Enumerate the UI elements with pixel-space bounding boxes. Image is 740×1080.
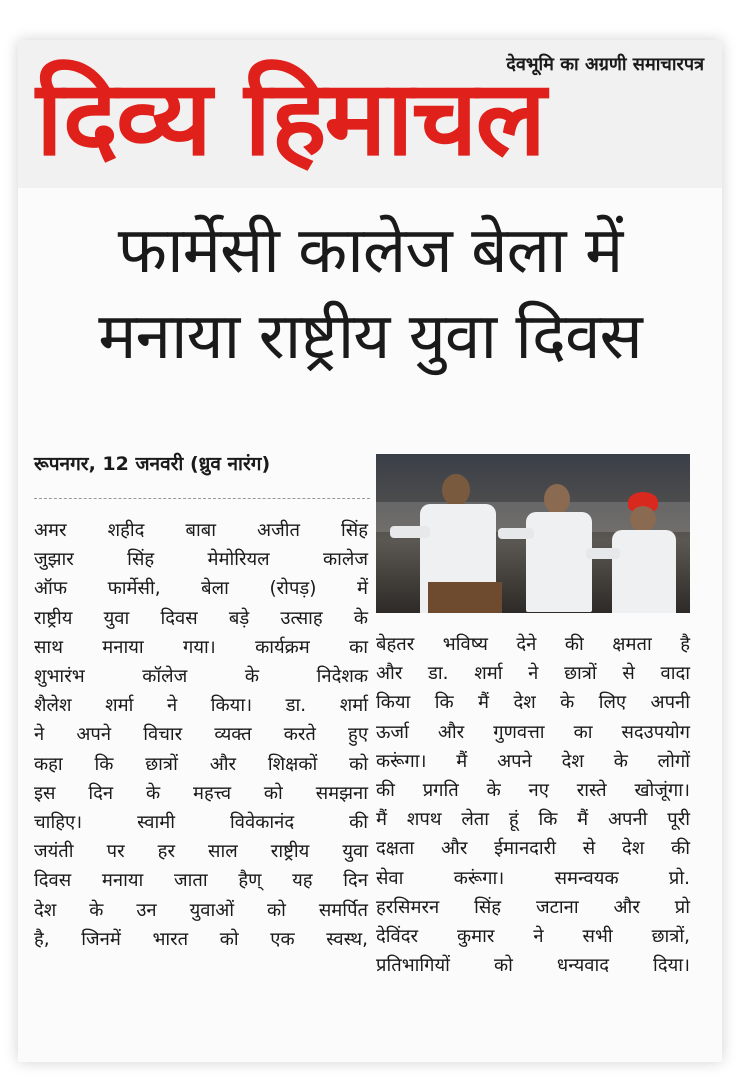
article-line: साथ मनाया गया। कार्यक्रम का — [34, 636, 368, 658]
article-photo — [376, 454, 690, 613]
article-line: शैलेश शर्मा ने किया। डा. शर्मा — [34, 695, 368, 717]
article-line: ऑफ फार्मेसी, बेला (रोपड़) में — [34, 578, 368, 600]
article-line: ऊर्जा और गुणवत्ता का सदउपयोग — [376, 721, 690, 743]
article-line: देविंदर कुमार ने सभी छात्रों, — [376, 926, 690, 948]
photo-podium — [428, 582, 502, 613]
article-line: ने अपने विचार व्यक्त करते हुए — [34, 724, 368, 746]
article-line: इस दिन के महत्त्व को समझना — [34, 782, 368, 804]
article-line: अमर शहीद बाबा अजीत सिंह — [34, 520, 368, 541]
article-line: करूंगा। मैं अपने देश के लोगों — [376, 750, 690, 772]
headline-line-2: मनाया राष्ट्रीय युवा दिवस — [98, 300, 642, 374]
article-line: दिवस मनाया जाता हैण् यह दिन — [34, 870, 368, 892]
article-line: कहा कि छात्रों और शिक्षकों को — [34, 753, 368, 775]
article-line: शुभारंभ कॉलेज के निदेशक — [34, 666, 368, 688]
article-line: की प्रगति के नए रास्ते खोजूंगा। — [376, 780, 690, 802]
headline-line-1: फार्मेसी कालेज बेला में — [117, 214, 623, 288]
article-column-left — [34, 516, 368, 954]
masthead-tagline: देवभूमि का अग्रणी समाचारपत्र — [506, 54, 704, 75]
article-column-right — [376, 630, 690, 980]
article-line: किया कि मैं देश के लिए अपनी — [376, 692, 690, 714]
article-line: हरसिमरन सिंह जटाना और प्रो — [376, 896, 690, 918]
article-line: राष्ट्रीय युवा दिवस बड़े उत्साह के — [34, 607, 368, 629]
article-line: जुझार सिंह मेमोरियल कालेज — [34, 549, 368, 571]
article-byline: रूपनगर, 12 जनवरी (ध्रुव नारंग) — [34, 453, 271, 475]
article-line: दक्षता और ईमानदारी से देश की — [376, 838, 690, 860]
article-line: चाहिए। स्वामी विवेकानंद की — [34, 812, 368, 834]
masthead — [18, 40, 722, 188]
newspaper-clipping — [18, 40, 722, 1062]
article-line: प्रतिभागियों को धन्यवाद दिया। — [376, 955, 690, 977]
article-line: मैं शपथ लेता हूं कि मैं अपनी पूरी — [376, 809, 690, 831]
article-line: है, जिनमें भारत को एक स्वस्थ, — [34, 928, 368, 950]
article-line: देश के उन युवाओं को समर्पित — [34, 899, 368, 921]
article-line: और डा. शर्मा ने छात्रों से वादा — [376, 663, 690, 685]
article-line: जयंती पर हर साल राष्ट्रीय युवा — [34, 841, 368, 863]
article-line: सेवा करूंगा। समन्वयक प्रो. — [376, 867, 690, 889]
byline-divider — [34, 498, 370, 499]
article-headline — [28, 208, 712, 380]
article-line: बेहतर भविष्य देने की क्षमता है — [376, 634, 690, 655]
masthead-logo: दिव्य हिमाचल — [36, 57, 545, 179]
